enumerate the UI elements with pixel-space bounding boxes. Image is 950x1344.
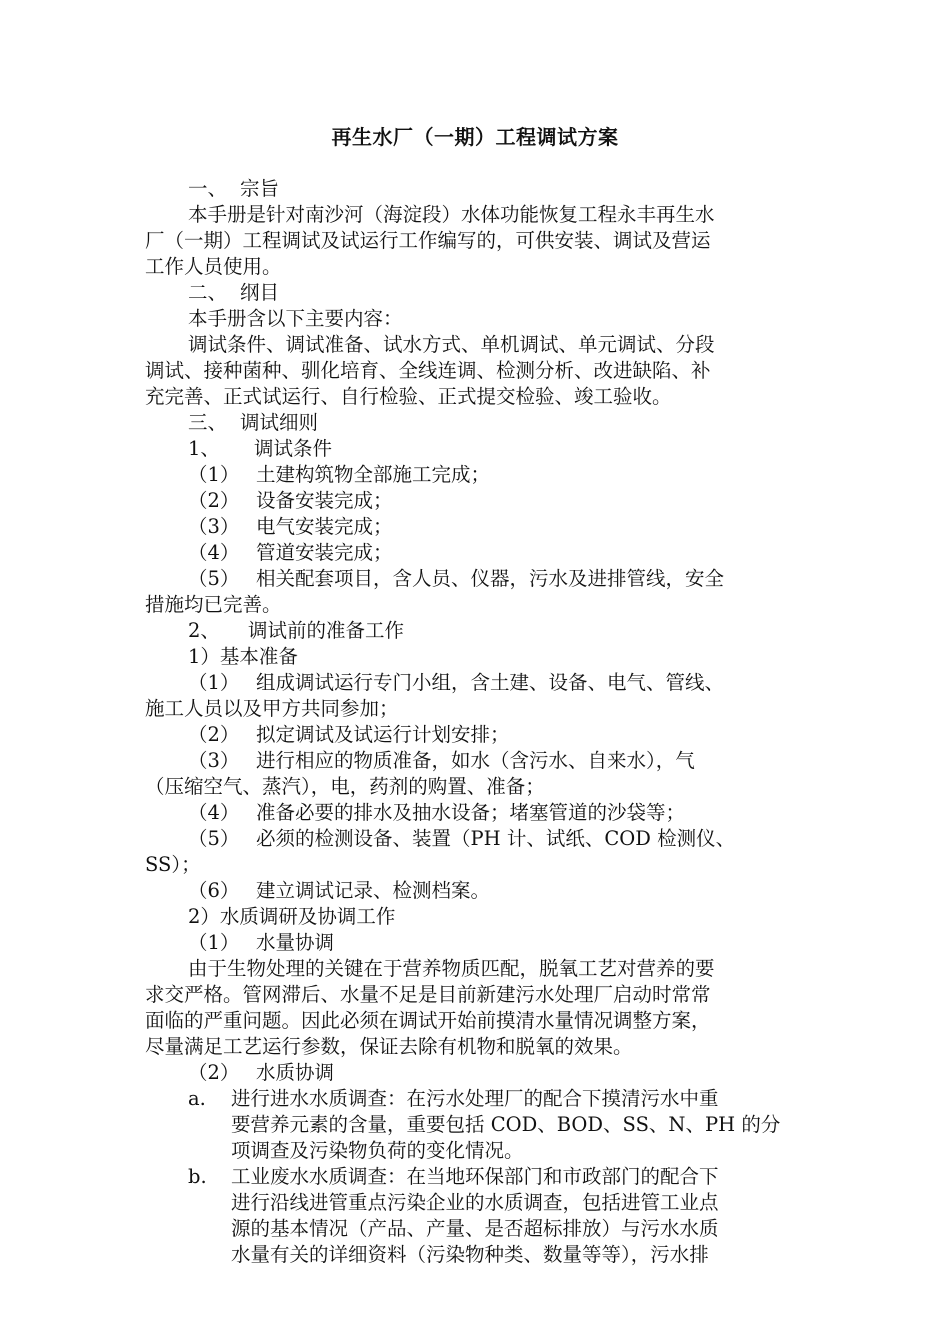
- subsection-number: 1、: [188, 437, 220, 460]
- item-number: （5）: [188, 567, 240, 590]
- list-item: [188, 488, 393, 514]
- item-text: 准备必要的排水及抽水设备；堵塞管道的沙袋等；: [256, 801, 686, 824]
- document-title: 再生水厂（一期）工程调试方案: [331, 125, 619, 149]
- item-text: 组成调试运行专门小组，含土建、设备、电气、管线、: [256, 671, 725, 694]
- list-item: [188, 540, 393, 566]
- subsection-title: 调试条件: [254, 437, 333, 460]
- paragraph-line: 求交严格。管网滞后、水量不足是目前新建污水处理厂启动时常常: [145, 983, 711, 1006]
- item-text: 管道安装完成；: [256, 541, 393, 564]
- list-line: 项调查及污染物负荷的变化情况。: [231, 1139, 524, 1162]
- paragraph-line: 充完善、正式试运行、自行检验、正式提交检验、竣工验收。: [145, 385, 672, 408]
- paragraph-line: 本手册含以下主要内容：: [188, 307, 403, 330]
- section-number: 二、: [188, 281, 228, 304]
- paragraph-line: 尽量满足工艺运行参数，保证去除有机物和脱氧的效果。: [145, 1035, 633, 1058]
- item-text: 拟定调试及试运行计划安排；: [256, 723, 510, 746]
- section-number: 三、: [188, 411, 228, 434]
- section-title: 纲目: [240, 281, 280, 304]
- list-marker-a: a.: [188, 1087, 206, 1110]
- list-item: [188, 878, 490, 904]
- list-item: [188, 1060, 334, 1086]
- paragraph-line: 由于生物处理的关键在于营养物质匹配，脱氧工艺对营养的要: [188, 957, 715, 980]
- item-text: 设备安装完成；: [256, 489, 393, 512]
- list-item-continuation: （压缩空气、蒸汽），电，药剂的购置、准备；: [145, 775, 545, 798]
- item-text: 电气安装完成；: [256, 515, 393, 538]
- section-heading-details: [188, 410, 318, 436]
- item-text: 必须的检测设备、装置（PH 计、试纸、COD 检测仪、: [256, 827, 736, 850]
- item-number: （2）: [188, 489, 240, 512]
- list-item-continuation: 施工人员以及甲方共同参加；: [145, 697, 399, 720]
- item-text: 进行相应的物质准备，如水（含污水、自来水），气: [256, 749, 695, 772]
- item-number: （4）: [188, 541, 240, 564]
- list-item-continuation: SS）；: [145, 853, 201, 876]
- list-item: [188, 514, 393, 540]
- list-item: [188, 800, 685, 826]
- sub-heading-water-quality: 2）水质调研及协调工作: [188, 905, 396, 928]
- item-text: 相关配套项目，含人员、仪器，污水及进排管线，安全: [256, 567, 725, 590]
- item-text: 水量协调: [256, 931, 335, 954]
- list-item: [188, 748, 695, 774]
- item-number: （3）: [188, 749, 240, 772]
- item-number: （4）: [188, 801, 240, 824]
- list-item: [188, 930, 334, 956]
- list-item: [188, 670, 724, 696]
- list-line: 水量有关的详细资料（污染物种类、数量等等），污水排: [231, 1243, 709, 1266]
- list-item: [188, 566, 724, 592]
- paragraph-line: 调试条件、调试准备、试水方式、单机调试、单元调试、分段: [188, 333, 715, 356]
- subsection-title: 调试前的准备工作: [248, 619, 405, 642]
- list-line: 进行沿线进管重点污染企业的水质调查，包括进管工业点: [231, 1191, 719, 1214]
- list-item: [188, 722, 510, 748]
- section-number: 一、: [188, 177, 228, 200]
- list-line: 进行进水水质调查：在污水处理厂的配合下摸清污水中重: [231, 1087, 719, 1110]
- paragraph-line: 调试、接种菌种、驯化培育、全线连调、检测分析、改进缺陷、补: [145, 359, 711, 382]
- list-line: 要营养元素的含量，重要包括 COD、BOD、SS、N、PH 的分: [231, 1113, 781, 1136]
- section-title: 宗旨: [240, 177, 280, 200]
- item-number: （2）: [188, 723, 240, 746]
- list-line: 源的基本情况（产品、产量、是否超标排放）与污水水质: [231, 1217, 719, 1240]
- item-number: （1）: [188, 463, 240, 486]
- item-text: 建立调试记录、检测档案。: [256, 879, 491, 902]
- subsection-heading-preparation: [188, 618, 404, 644]
- paragraph-line: 本手册是针对南沙河（海淀段）水体功能恢复工程永丰再生水: [188, 203, 715, 226]
- item-number: （3）: [188, 515, 240, 538]
- item-number: （5）: [188, 827, 240, 850]
- section-heading-outline: [188, 280, 279, 306]
- item-number: （1）: [188, 671, 240, 694]
- section-title: 调试细则: [240, 411, 319, 434]
- item-number: （2）: [188, 1061, 240, 1084]
- list-item: [188, 462, 490, 488]
- list-item-continuation: 措施均已完善。: [145, 593, 282, 616]
- subsection-number: 2、: [188, 619, 220, 642]
- section-heading-purpose: [188, 176, 279, 202]
- list-line: 工业废水水质调查：在当地环保部门和市政部门的配合下: [231, 1165, 719, 1188]
- item-text: 土建构筑物全部施工完成；: [256, 463, 491, 486]
- paragraph-line: 厂（一期）工程调试及试运行工作编写的，可供安装、调试及营运: [145, 229, 711, 252]
- list-item: [188, 826, 735, 852]
- item-number: （6）: [188, 879, 240, 902]
- paragraph-line: 工作人员使用。: [145, 255, 282, 278]
- paragraph-line: 面临的严重问题。因此必须在调试开始前摸清水量情况调整方案，: [145, 1009, 711, 1032]
- list-marker-b: b.: [188, 1165, 207, 1188]
- item-text: 水质协调: [256, 1061, 335, 1084]
- sub-heading-basic: 1）基本准备: [188, 645, 298, 668]
- item-number: （1）: [188, 931, 240, 954]
- subsection-heading-conditions: [188, 436, 332, 462]
